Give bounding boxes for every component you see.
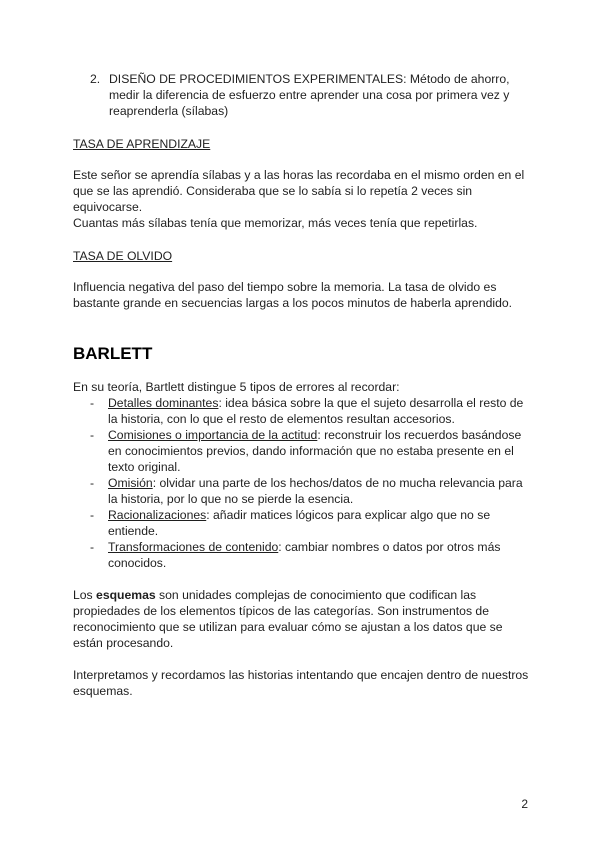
paragraph: Cuantas más sílabas tenía que memorizar, más veces tenía que repetirlas. [73,216,478,230]
dash-bullet: - [90,396,95,410]
section-tasa-aprendizaje [73,136,529,152]
paragraph: En su teoría, Bartlett distingue 5 tipos de errores al recordar: [73,380,400,394]
error-desc: : idea básica sobre la que el sujeto desarrolla el resto de la historia, con lo que el resto de elementos resultan accesorios. [108,396,524,426]
tasa-aprendizaje-body [73,167,529,231]
dash-bullet: - [90,476,95,490]
error-desc: : olvidar una parte de los hechos/datos de no mucha relevancia para la historia, por lo que no se pierde la esencia. [108,476,523,506]
list-item [73,475,529,507]
error-term: Omisión [108,476,153,490]
paragraph [73,587,529,651]
error-term: Racionalizaciones [108,508,207,522]
error-desc: : cambiar nombres o datos por otros más conocidos. [108,540,501,570]
error-term: Comisiones o importancia de la actitud [108,428,318,442]
dash-bullet: - [90,540,95,554]
section-barlett [73,344,529,364]
list-item [73,539,529,571]
section-title: BARLETT [73,344,153,363]
list-item [73,507,529,539]
closing-paragraph-block [73,667,529,699]
paragraph: Interpretamos y recordamos las historias intentando que encajen dentro de nuestros esquemas. [73,668,529,698]
dash-bullet: - [90,508,95,522]
error-desc: : añadir matices lógicos para explicar algo que no se entiende. [108,508,491,538]
tasa-olvido-body [73,279,529,311]
error-term: Transformaciones de contenido [108,540,279,554]
text-run: son unidades complejas de conocimiento que codifican las propiedades de los elementos típicos de las categorías. Son instrumentos de reconocimiento que se utilizan para evaluar cómo se ajustan a los datos que se están procesando. [73,588,503,650]
paragraph: Influencia negativa del paso del tiempo sobre la memoria. La tasa de olvido es bastante grande en secuencias largas a los pocos minutos de haberla aprendido. [73,280,513,310]
text-run: Los [73,588,97,602]
barlett-body [73,379,529,571]
item-text: DISEÑO DE PROCEDIMIENTOS EXPERIMENTALES: Método de ahorro, medir la diferencia de esfuerzo entre aprender una cosa por primera vez y reaprenderla (sílabas) [109,72,510,118]
error-list [73,395,529,571]
list-item [73,395,529,427]
section-tasa-olvido [73,248,529,264]
error-term: Detalles dominantes [108,396,219,410]
list-item [73,427,529,475]
error-desc: : reconstruir los recuerdos basándose en conocimientos previos, dando información que no estaba presente en el texto original. [108,428,522,474]
numbered-item [90,71,510,119]
paragraph: Este señor se aprendía sílabas y a las horas las recordaba en el mismo orden en el que se las aprendió. Consideraba que se lo sabía si lo repetía 2 veces sin equivocarse. [73,168,525,214]
dash-bullet: - [90,428,95,442]
bold-term: esquemas [96,588,156,602]
esquemas-paragraph-block [73,587,529,651]
section-heading: TASA DE OLVIDO [73,249,173,263]
page-number: 2 [521,797,528,811]
section-heading: TASA DE APRENDIZAJE [73,137,211,151]
item-number: 2. [90,72,101,86]
